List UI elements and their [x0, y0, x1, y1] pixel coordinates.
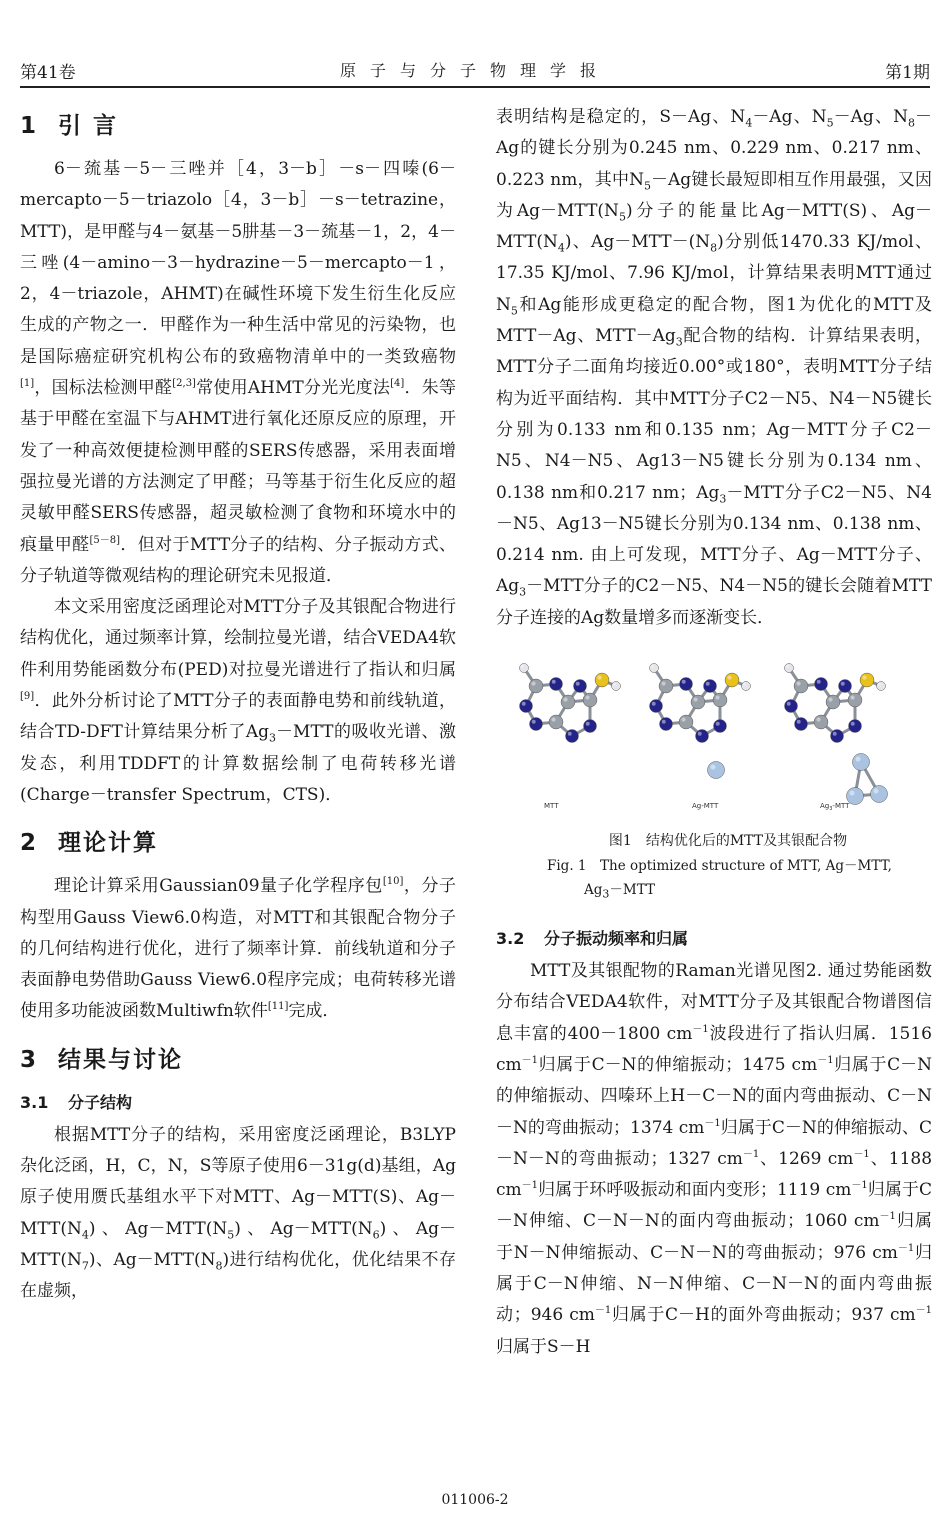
atom-n: [696, 730, 709, 743]
section-heading-intro: 1 引 言: [20, 113, 119, 139]
atom-highlight: [662, 720, 666, 724]
atom-highlight: [568, 732, 572, 736]
atom-highlight: [532, 720, 536, 724]
atom-highlight: [682, 680, 686, 684]
atom-n: [815, 678, 828, 691]
atom-highlight: [796, 681, 800, 685]
atom-h: [877, 682, 886, 691]
atom-c: [659, 679, 673, 693]
atom-highlight: [522, 702, 526, 706]
molecule-illustration: [496, 644, 932, 822]
atom-ag: [871, 786, 888, 803]
atom-highlight: [586, 722, 590, 726]
atom-highlight: [786, 665, 789, 668]
atom-highlight: [873, 789, 878, 794]
atom-h: [612, 682, 621, 691]
atom-ag: [853, 754, 870, 771]
atom-n: [795, 718, 808, 731]
atom-highlight: [710, 765, 715, 770]
atom-highlight: [693, 697, 697, 701]
structure-paragraph: 根据MTT分子的结构，采用密度泛函理论，B3LYP杂化泛函，H，C，N，S等原子使用6－31g(d)基组，Ag原子使用赝氏基组水平下对MTT、Ag－MTT(S)、$Ag-MTT(N_4)$、$Ag-MTT(N_5)$、$Ag-MTT(N_6)$、$Ag-MTT(N_7)$、$Ag-MTT(N_8)$进行结构优化，优化结果不存在虚频，: [20, 1124, 456, 1302]
atom-n: [650, 700, 663, 713]
atom-n: [704, 680, 717, 693]
atom-highlight: [661, 681, 665, 685]
atom-highlight: [706, 682, 710, 686]
figure-caption-cn: 图1 结构优化后的MTT及其银配合物: [608, 833, 848, 850]
ag-mtt-molecule: [650, 664, 751, 779]
atom-n: [584, 720, 597, 733]
atom-highlight: [576, 682, 580, 686]
atom-c: [549, 715, 563, 729]
journal-title: 原子与分子物理学报: [339, 61, 610, 80]
atom-h: [650, 664, 659, 673]
atom-highlight: [828, 697, 832, 701]
atom-highlight: [743, 683, 746, 686]
atom-highlight: [521, 665, 524, 668]
atom-n: [520, 700, 533, 713]
atom-highlight: [727, 675, 731, 679]
atom-c: [848, 693, 862, 707]
atom-n: [530, 718, 543, 731]
atom-highlight: [841, 682, 845, 686]
atom-n: [785, 700, 798, 713]
atom-c: [691, 695, 705, 709]
atom-h: [785, 664, 794, 673]
atom-n: [839, 680, 852, 693]
mtt-molecule: [520, 664, 621, 743]
atom-n: [849, 720, 862, 733]
atom-highlight: [597, 675, 601, 679]
atom-s: [860, 673, 874, 687]
atom-s: [595, 673, 609, 687]
page-number: 011006-2: [441, 1492, 509, 1508]
atom-highlight: [531, 681, 535, 685]
atom-n: [714, 720, 727, 733]
atom-ag: [708, 762, 725, 779]
figure-caption-en: Fig. 1 The optimized structure of MTT, Ag－MTT, $Ag_3-MTT$: [547, 858, 892, 901]
atom-highlight: [585, 695, 589, 699]
structure-paragraph-continued: 表明结构是稳定的，S－Ag、$N_4-Ag$、$N_5-Ag$、$N_8-Ag$的键长分别为0.245 nm、0.229 nm、0.217 nm、0.223 nm，其中$N_5-Ag$键长最短即相互作用最强，又因为$Ag-MTT(N_5)$分子的能量比Ag－MTT(S)、$Ag-MTT(N_4)$、$Ag-MTT-(N_8)$分别低1470.33 KJ/mol、17.35 KJ/mol、7.96 KJ/mol，计算结果表明MTT通过$N_5$和Ag能形成更稳定的配合物，图1为优化的MTT及MTT－Ag、$MTT-Ag_3$配合物的结构．计算结果表明，MTT分子二面角均接近0.00°或180°，表明MTT分子结构为近平面结构．其中MTT分子C2－N5、N4－N5键长分别为0.133 nm和0.135 nm；Ag－MTT分子C2－N5、N4－N5、Ag13－N5键长分别为0.134 nm、0.138 nm和0.217 nm；$Ag_3-MTT$分子C2－N5、N4－N5、Ag13－N5键长分别为0.134 nm、0.138 nm、0.214 nm. 由上可发现，MTT分子、Ag－MTT分子、$Ag_3-MTT$分子的C2－N5、N4－N5的键长会随着MTT分子连接的Ag数量增多而逐渐变长．: [496, 107, 932, 628]
atom-c: [814, 715, 828, 729]
atom-n: [566, 730, 579, 743]
atom-highlight: [850, 695, 854, 699]
atom-highlight: [652, 702, 656, 706]
intro-paragraph-1: 6－巯基－5－三唑并［4，3－b］－s－四嗪(6－mercapto－5－triazolo［4，3－b］－s－tetrazine，MTT)，是甲醛与4－氨基－5肼基－3－巯基－1，2，4－三唑(4－amino－3－hydrazine－5－mercapto－1，2，4－triazole，AHMT)在碱性环境下发生衍生化反应生成的产物之一．甲醛作为一种生活中常见的污染物，也是国际癌症研究机构公布的致癌物清单中的一类致癌物[1]，国标法检测甲醛[2,3]常使用AHMT分光光度法[4]．朱等基于甲醛在室温下与AHMT进行氧化还原反应的原理，开发了一种高效便捷检测甲醛的SERS传感器，采用表面增强拉曼光谱的方法测定了甲醛；马等基于衍生化反应的超灵敏甲醛SERS传感器，超灵敏检测了食物和环境水中的痕量甲醛[5－8]．但对于MTT分子的结构、分子振动方式、分子轨道等微观结构的理论研究未见报道．: [20, 159, 456, 586]
label-ag3-mtt: $Ag_3$-MTT: [820, 802, 850, 813]
section-heading-theory: 2 理论计算: [20, 830, 158, 857]
atom-highlight: [563, 697, 567, 701]
atom-highlight: [878, 683, 881, 686]
atom-highlight: [613, 683, 616, 686]
figure-1-structures: [496, 644, 932, 822]
atom-h: [520, 664, 529, 673]
theory-paragraph: 理论计算采用Gaussian09量子化学程序包[10]，分子构型用Gauss View6.0构造，对MTT和其银配合物分子的几何结构进行优化，进行了频率计算．前线轨道和分子表面静电势借助Gauss View6.0程序完成；电荷转移光谱使用多功能波函数Multiwfn软件[11]完成．: [20, 876, 456, 1022]
right-column: [496, 102, 932, 1363]
atom-c: [713, 693, 727, 707]
label-ag-mtt: Ag-MTT: [692, 802, 719, 811]
section-heading-results: 3 结果与讨论: [20, 1046, 183, 1073]
label-mtt: MTT: [544, 802, 559, 811]
atom-highlight: [833, 732, 837, 736]
atom-n: [574, 680, 587, 693]
atom-highlight: [551, 717, 555, 721]
atom-n: [550, 678, 563, 691]
ag3-mtt-molecule: [785, 664, 888, 805]
atom-n: [680, 678, 693, 691]
running-header: [20, 58, 930, 84]
atom-s: [725, 673, 739, 687]
atom-highlight: [651, 665, 654, 668]
atom-highlight: [698, 732, 702, 736]
atom-highlight: [797, 720, 801, 724]
atom-c: [583, 693, 597, 707]
atom-highlight: [849, 791, 854, 796]
atom-c: [826, 695, 840, 709]
subsection-heading-vibration: 3.2 分子振动频率和归属: [496, 929, 689, 949]
atom-highlight: [715, 695, 719, 699]
atom-h: [742, 682, 751, 691]
atom-c: [679, 715, 693, 729]
atom-highlight: [681, 717, 685, 721]
atom-highlight: [851, 722, 855, 726]
issue-label: 第1期: [885, 63, 930, 83]
volume-label: 第41卷: [20, 63, 76, 83]
atom-highlight: [716, 722, 720, 726]
atom-c: [529, 679, 543, 693]
atom-n: [660, 718, 673, 731]
atom-c: [794, 679, 808, 693]
atom-highlight: [816, 717, 820, 721]
atom-highlight: [855, 757, 860, 762]
atom-n: [831, 730, 844, 743]
atom-highlight: [552, 680, 556, 684]
intro-paragraph-2: 本文采用密度泛函理论对MTT分子及其银配合物进行结构优化，通过频率计算，绘制拉曼光谱，结合VEDA4软件利用势能函数分布(PED)对拉曼光谱进行了指认和归属[9]．此外分析讨论了MTT分子的表面静电势和前线轨道，结合TD-DFT计算结果分析了$Ag_3-MTT$的吸收光谱、激发态，利用TDDFT的计算数据绘制了电荷转移光谱(Charge－transfer Spectrum，CTS)．: [20, 597, 457, 805]
subsection-heading-structure: 3.1 分子结构: [20, 1092, 133, 1112]
left-column: [20, 100, 456, 1308]
atom-highlight: [862, 675, 866, 679]
atom-c: [561, 695, 575, 709]
header-rule: [20, 86, 930, 88]
vibration-paragraph: MTT及其银配物的Raman光谱见图2. 通过势能函数分布结合VEDA4软件，对MTT分子及其银配合物谱图信息丰富的400－1800 $cm^{-1}$波段进行了指认归属．1516 $cm^{-1}$归属于C－N的伸缩振动；1475 $cm^{-1}$归属于C－N的伸缩振动、四嗪环上H－C－N的面内弯曲振动、C－N－N的弯曲振动；1374 $cm^{-1}$归属于C－N的伸缩振动、C－N－N的弯曲振动；1327 $cm^{-1}$、1269 $cm^{-1}$、1188 $cm^{-1}$归属于环呼吸振动和面内变形；1119 $cm^{-1}$归属于C－N伸缩、C－N－N的面内弯曲振动；1060 $cm^{-1}$归属于N－N伸缩振动、C－N－N的弯曲振动；976 $cm^{-1}$归属于C－N伸缩、N－N伸缩、C－N－N的面内弯曲振动；946 $cm^{-1}$归属于C－H的面外弯曲振动；937 $cm^{-1}$归属于S－H: [496, 961, 933, 1357]
atom-highlight: [817, 680, 821, 684]
atom-highlight: [787, 702, 791, 706]
